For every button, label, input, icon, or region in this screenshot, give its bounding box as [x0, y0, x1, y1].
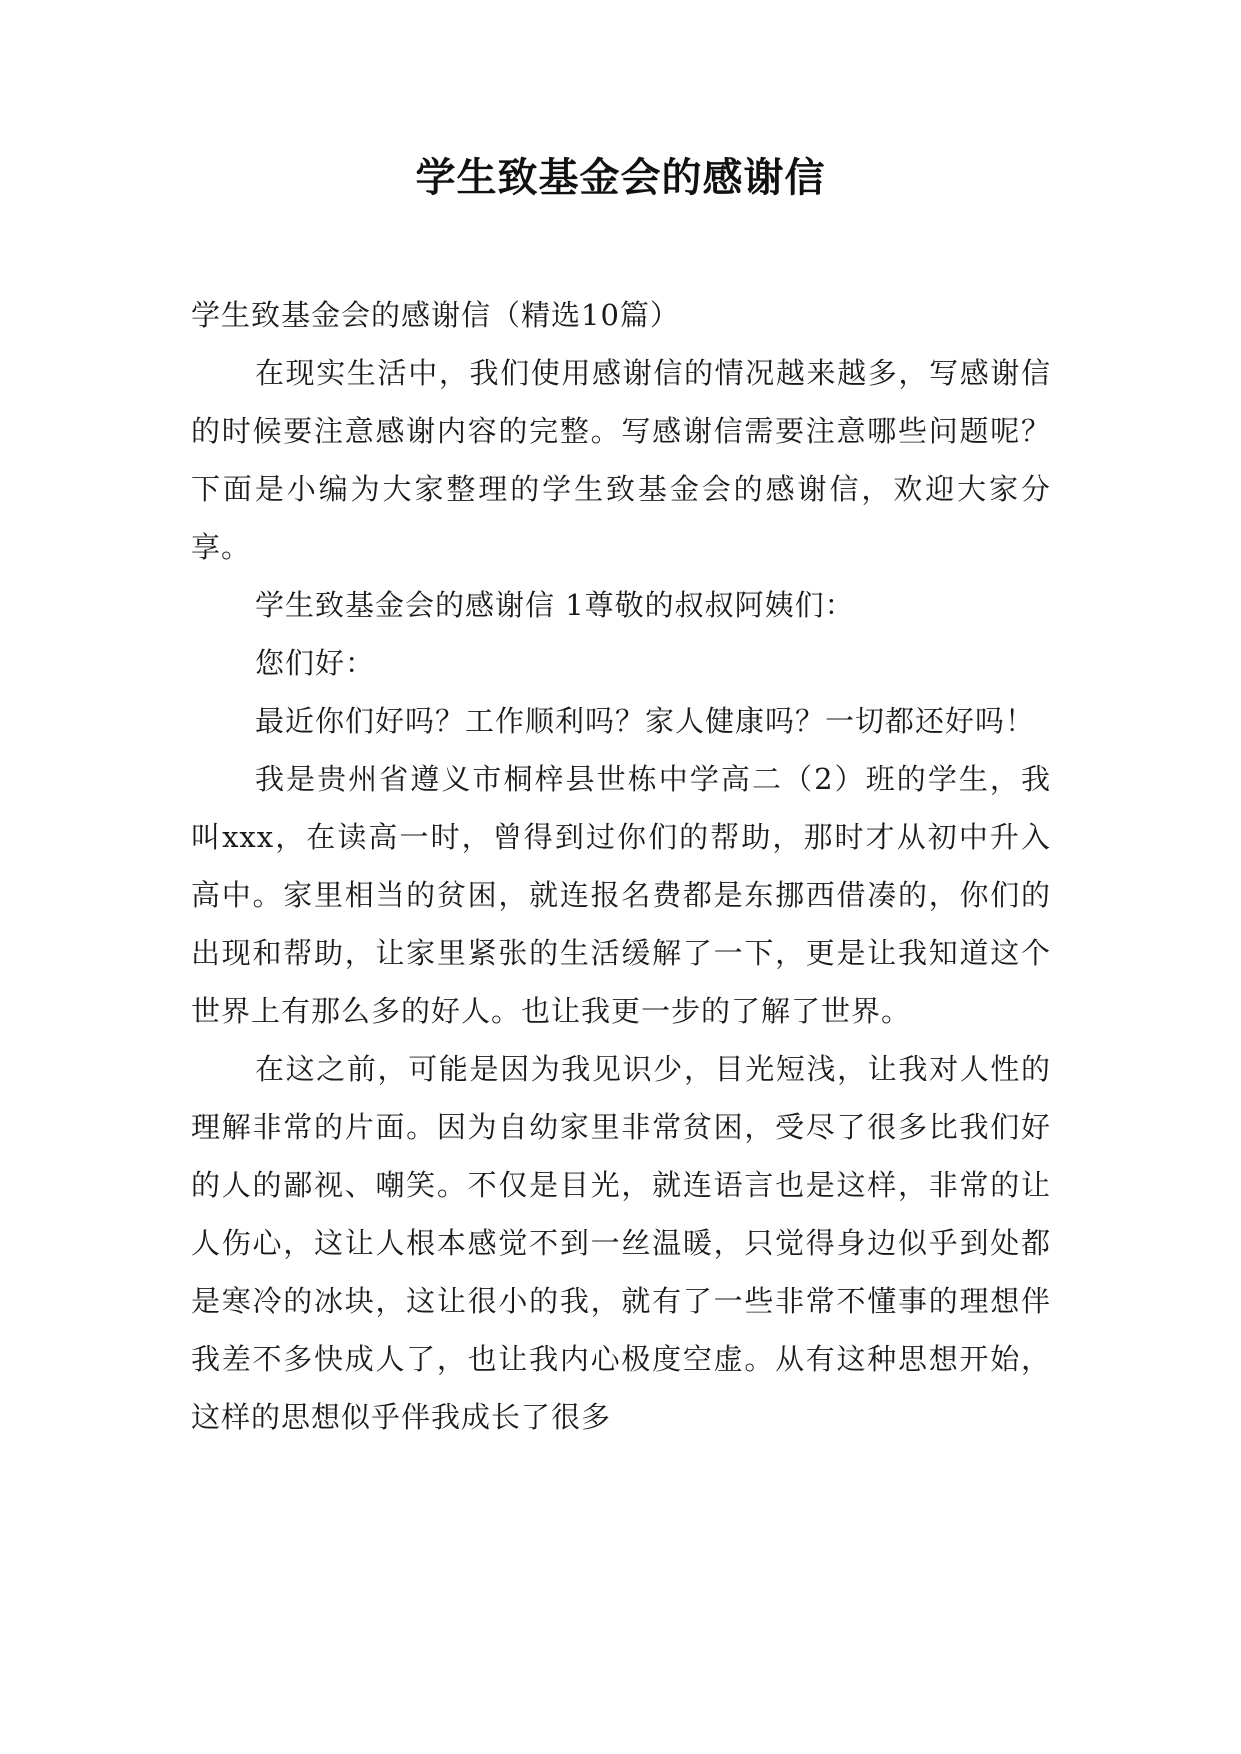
document-body [191, 286, 1051, 1446]
paragraph: 在现实生活中，我们使用感谢信的情况越来越多，写感谢信的时候要注意感谢内容的完整。写感谢信需要注意哪些问题呢？下面是小编为大家整理的学生致基金会的感谢信，欢迎大家分享。 [191, 356, 1051, 564]
paragraph: 您们好： [255, 646, 376, 680]
document-title: 学生致基金会的感谢信 [415, 155, 826, 201]
paragraph: 学生致基金会的感谢信（精选10篇） [191, 298, 680, 332]
paragraph: 最近你们好吗？工作顺利吗？家人健康吗？一切都还好吗！ [255, 704, 1036, 738]
paragraph: 我是贵州省遵义市桐梓县世栋中学高二（2）班的学生，我叫xxx，在读高一时，曾得到过你们的帮助，那时才从初中升入高中。家里相当的贫困，就连报名费都是东挪西借凑的，你们的出现和帮助，让家里紧张的生活缓解了一下，更是让我知道这个世界上有那么多的好人。也让我更一步的了解了世界。 [191, 762, 1051, 1028]
paragraph: 学生致基金会的感谢信 1尊敬的叔叔阿姨们： [255, 588, 855, 622]
paragraph: 在这之前，可能是因为我见识少，目光短浅，让我对人性的理解非常的片面。因为自幼家里非常贫困，受尽了很多比我们好的人的鄙视、嘲笑。不仅是目光，就连语言也是这样，非常的让人伤心，这让人根本感觉不到一丝温暖，只觉得身边似乎到处都是寒冷的冰块，这让很小的我，就有了一些非常不懂事的理想伴我差不多快成人了，也让我内心极度空虚。从有这种思想开始，这样的思想似乎伴我成长了很多 [191, 1052, 1051, 1434]
